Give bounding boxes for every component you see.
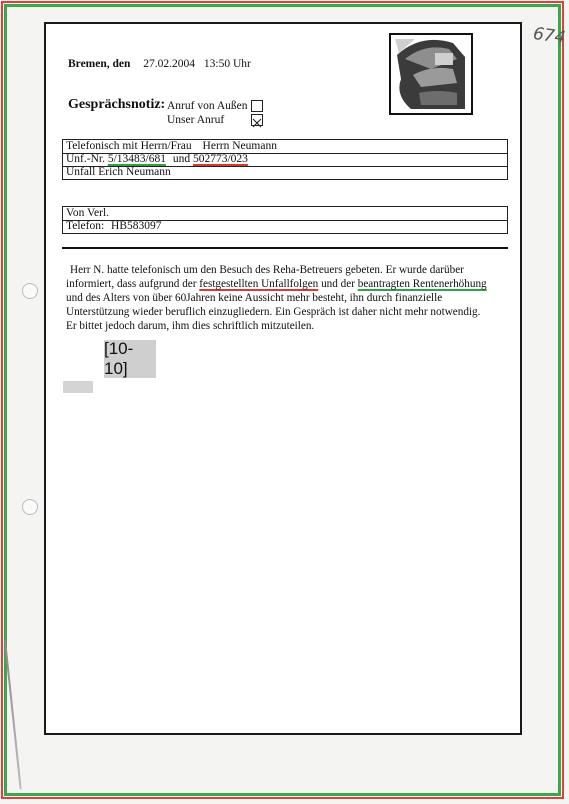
body-line-1: Herr N. hatte telefonisch um den Besuch des Reha-Betreuers gebeten. Er wurde darüber bbox=[70, 264, 464, 276]
person-label: Telefonisch mit Herrn/Frau bbox=[66, 140, 192, 152]
from-row-sender: Von Verl. bbox=[66, 207, 110, 219]
underlined-pension-increase: beantragten Rentenerhöhung bbox=[357, 278, 487, 290]
und-word: und bbox=[172, 153, 191, 165]
unf-number: 5/13483/681 bbox=[107, 153, 166, 165]
phone-value: HB583097 bbox=[111, 220, 162, 232]
unf-label: Unf.-Nr. bbox=[66, 153, 105, 165]
time-value: 13:50 Uhr bbox=[203, 58, 251, 70]
company-logo bbox=[389, 33, 473, 115]
underlined-injury-consequences: festgestellten Unfallfolgen bbox=[199, 278, 319, 290]
from-box bbox=[62, 206, 508, 234]
option-our-call-checkbox[interactable] bbox=[251, 114, 263, 126]
body-line-5: Er bittet jedoch darum, ihm dies schriftlich mitzuteilen. bbox=[66, 320, 315, 332]
phone-label: Telefon: bbox=[66, 220, 105, 232]
body-line-2-start: informiert, dass aufgrund der bbox=[66, 278, 200, 290]
note-title: Gesprächsnotiz: bbox=[68, 97, 166, 112]
separator-line bbox=[62, 247, 508, 249]
second-number: 502773/023 bbox=[192, 153, 248, 165]
body-line-4: Unterstützung wieder beruflich einzugliedern. Ein Gespräch ist daher nicht mehr notwendig. bbox=[66, 306, 481, 318]
checkbox-cross-icon bbox=[252, 118, 262, 128]
option-external-call-checkbox[interactable] bbox=[251, 100, 263, 112]
page-number: 674 bbox=[531, 23, 567, 49]
contact-box bbox=[62, 139, 508, 180]
contact-row-person bbox=[66, 140, 277, 152]
city-label: Bremen, den bbox=[68, 58, 131, 70]
body-line-2 bbox=[66, 278, 487, 290]
option-external-call-label: Anruf von Außen bbox=[167, 100, 248, 112]
contact-row-numbers bbox=[66, 153, 248, 165]
date-line bbox=[68, 58, 251, 70]
date-value: 27.02.2004 bbox=[143, 58, 196, 70]
body-line-3: und des Alters von über 60Jahren keine Aussicht mehr besteht, ihn durch finanzielle bbox=[66, 292, 443, 304]
redaction-smudge bbox=[63, 381, 93, 393]
contact-row-accident: Unfall Erich Neumann bbox=[66, 166, 171, 178]
body-line-2-mid: und der bbox=[318, 278, 358, 290]
option-our-call-label: Unser Anruf bbox=[167, 114, 225, 126]
from-row-phone bbox=[66, 220, 162, 232]
person-name: Herrn Neumann bbox=[202, 140, 277, 152]
punch-hole-bottom bbox=[22, 499, 38, 515]
reference-stamp: [10-10] bbox=[104, 340, 156, 378]
punch-hole-top bbox=[22, 283, 38, 299]
